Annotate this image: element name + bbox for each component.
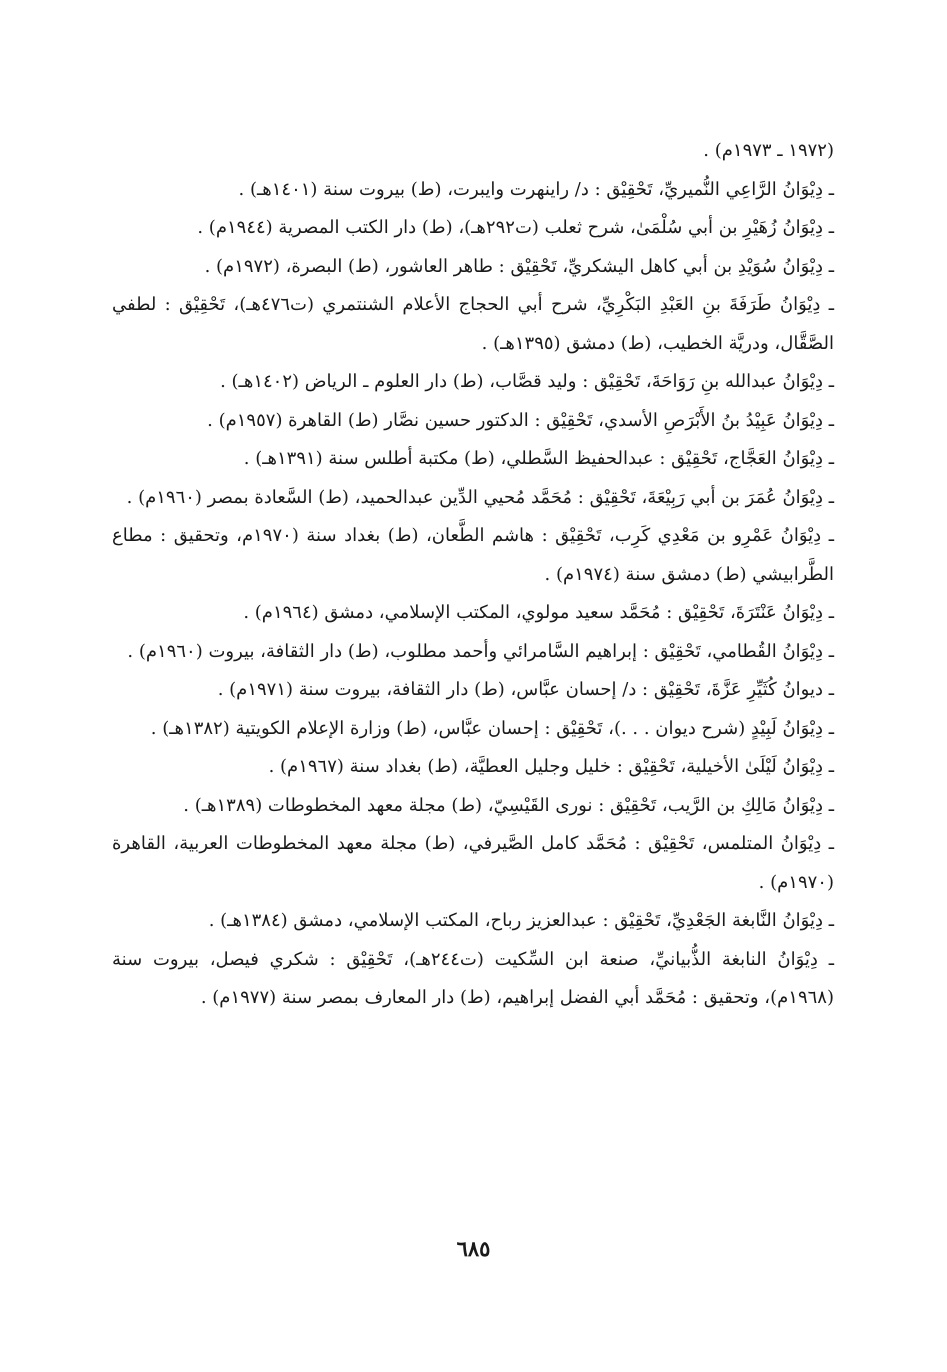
bibliography-entry: ـ دِيْوَانُ النَّابغة الجَعْدِيِّ، تَحْقِيْق : عبدالعزيز رباح، المكتب الإسلامي، دمشق (١٣٨٤هـ) . — [208, 910, 834, 931]
bibliography-entry: ـ دِيْوَانُ العَجَّاج، تَحْقِيْق : عبدالحفيظ السَّطلي، (ط) مكتبة أطلس سنة (١٣٩١هـ) . — [243, 448, 834, 469]
bibliography-entry: ـ دِيْوَانُ عَبِيْدُ بنُ الأَبْرَصِ الأسدي، تَحْقِيْق : الدكتور حسين نصَّار (ط) القاهرة (١٩٥٧م) . — [207, 409, 834, 431]
bibliography-entry: (١٩٧٢ ـ ١٩٧٣م) . — [703, 140, 834, 161]
bibliography-entry: ـ دِيْوَانُ عَمْرِو بن مَعْدِي كَرِب، تَحْقِيْق : هاشم الطَّعان، (ط) بغداد سنة (١٩٧٠م، وتحقيق : مطاع الطَّرابيشي (ط) دمشق سنة (١٩٧٤م) . — [112, 525, 834, 585]
bibliography-entry: ـ دِيْوَانُ زُهَيْرِ بن أبي سُلْمَىٰ، شرح ثعلب (ت٢٩٢هـ)، (ط) دار الكتب المصرية (١٩٤٤م) . — [197, 217, 834, 238]
bibliography-entry: ـ دِيْوَانُ النابغة الذُّبيانيِّ، صنعة ابن السِّكيت (ت٢٤٤هـ)، تَحْقِيْق : شكري فيصل، بيروت سنة (١٩٦٨م)، وتحقيق : مُحَمَّد أبي الفضل إبراهيم، (ط) دار المعارف بمصر سنة (١٩٧٧م) . — [112, 948, 834, 1008]
bibliography-entry: ـ دِيْوَانُ مَالِكِ بن الرَّيب، تَحْقِيْق : نورى القَيْسِيّ، (ط) مجلة معهد المخطوطات (١٣٨٩هـ) . — [183, 794, 834, 816]
bibliography-list — [112, 132, 834, 1018]
page-number: ٦٨٥ — [456, 1236, 491, 1261]
bibliography-entry: ـ دِيْوَانُ سُوَيْدِ بن أبي كاهل اليشكريِّ، تَحْقِيْق : طاهر العاشور، (ط) البصرة، (١٩٧٢م) . — [204, 255, 834, 277]
bibliography-entry: ـ دِيْوَانُ لَبِيْدٍ (شرح ديوان . . .)، تَحْقِيْق : إحسان عبَّاس، (ط) وزارة الإعلام الكويتية (١٣٨٢هـ) . — [150, 717, 834, 739]
bibliography-entry: ـ دِيْوَانُ لَيْلَىٰ الأخيلية، تَحْقِيْق : خليل وجليل العطيَّة، (ط) بغداد سنة (١٩٦٧م) . — [268, 756, 834, 777]
bibliography-entry: ـ دِيْوَانُ عبدالله بنِ رَوَاحَةَ، تَحْقِيْق : وليد قصَّاب، (ط) دار العلوم ـ الرياض (١٤٠٢هـ) . — [220, 371, 834, 392]
bibliography-entry: ـ ديوانُ كُثَيِّرِ عَزَّةَ، تَحْقِيْق : د/ إحسان عبَّاس، (ط) دار الثقافة، بيروت سنة (١٩٧١م) . — [217, 679, 834, 700]
bibliography-entry: ـ دِيْوَانُ القُطامي، تَحْقِيْق : إبراهيم السَّامرائي وأحمد مطلوب، (ط) دار الثقافة، بيروت (١٩٦٠م) . — [127, 640, 834, 662]
bibliography-entry: ـ دِيْوَانُ المتلمس، تَحْقِيْق : مُحَمَّد كامل الصَّيرفي، (ط) مجلة معهد المخطوطات العربية، القاهرة (١٩٧٠م) . — [112, 833, 834, 893]
bibliography-entry: ـ دِيْوَانُ عَنْتَرَةَ، تَحْقِيْق : مُحَمَّد سعيد مولوي، المكتب الإسلامي، دمشق (١٩٦٤م) . — [243, 602, 834, 623]
bibliography-entry: ـ دِيْوَانُ طَرَفَةَ بنِ العَبْدِ البَكْرِيِّ، شرح أبي الحجاج الأعلام الشنتمري (ت٤٧٦هـ)، تَحْقِيْق : لطفي الصَّقَّال، ودريَّة الخطيب، (ط) دمشق (١٣٩٥هـ) . — [112, 294, 834, 354]
bibliography-entry: ـ دِيْوَانُ عُمَرَ بن أبي رَبِيْعَةَ، تَحْقِيْق : مُحَمَّد مُحيي الدِّين عبدالحميد، (ط) السَّعادة بمصر (١٩٦٠م) . — [126, 486, 834, 508]
bibliography-entry: ـ دِيْوَانُ الرَّاعِي النُّميريِّ، تَحْقِيْق : د/ راينهرت وايبرت، (ط) بيروت سنة (١٤٠١هـ) . — [238, 178, 834, 200]
